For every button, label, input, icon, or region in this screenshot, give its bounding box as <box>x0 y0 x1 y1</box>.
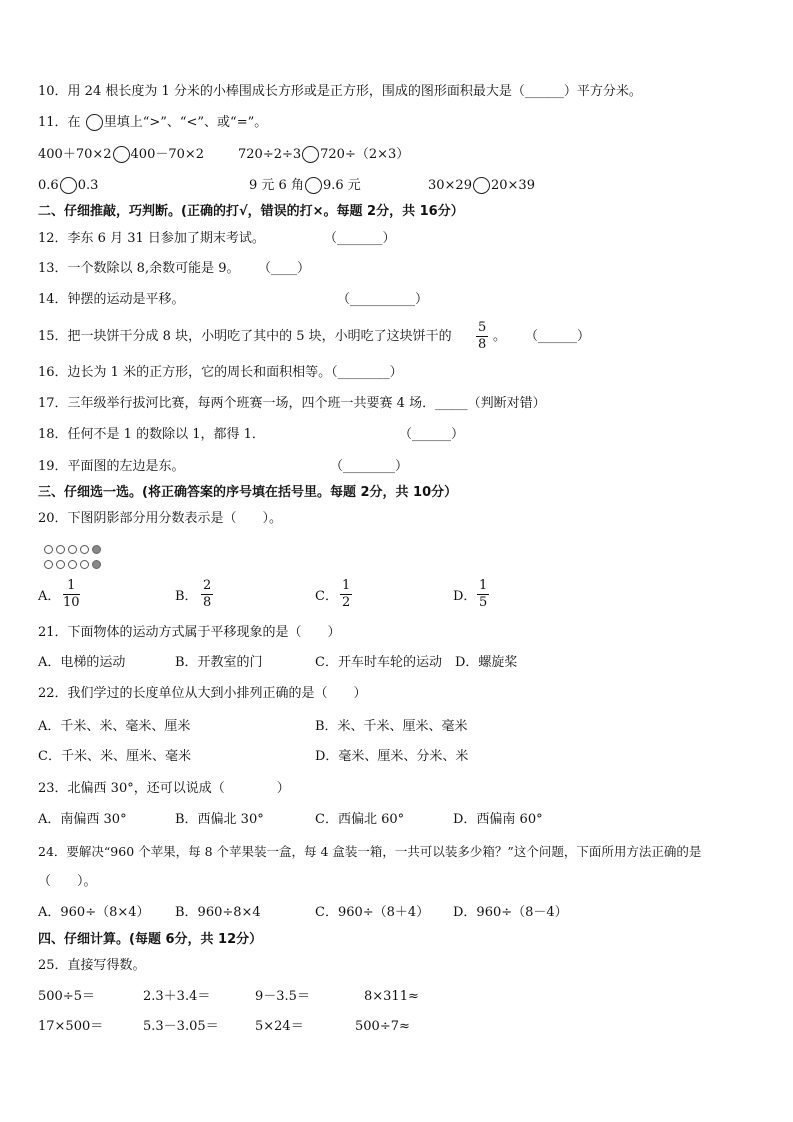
q22-option-d: D．毫米、厘米、分米、米 <box>315 749 469 764</box>
q11-item-3 <box>38 177 98 194</box>
q20-option-d-label: D． <box>453 589 477 604</box>
question-22: 22．我们学过的长度单位从大到小排列正确的是（ ） <box>38 686 367 701</box>
q21-option-a: A．电梯的运动 <box>38 655 126 670</box>
q22-option-b: B．米、千米、厘米、毫米 <box>315 719 468 734</box>
shaded-circle <box>92 560 101 569</box>
shaded-circle <box>92 545 101 554</box>
fraction-numerator: 1 <box>63 578 80 595</box>
q20-option-a-label: A． <box>38 589 61 604</box>
fraction-numerator: 2 <box>203 578 212 593</box>
question-14: 14．钟摆的运动是平移。 <box>38 292 185 307</box>
compare-circle <box>305 177 322 194</box>
q20-option-b-label: B． <box>175 589 198 604</box>
compare-circle <box>473 177 490 194</box>
fraction-denominator: 5 <box>479 595 488 610</box>
fraction-numerator: 1 <box>479 578 488 593</box>
compare-circle <box>60 177 77 194</box>
question-24-line-2: （ ）。 <box>38 874 97 889</box>
q23-option-c: C．西偏北 60° <box>315 812 405 827</box>
fraction-denominator: 2 <box>342 595 351 610</box>
q13-blank: （____） <box>258 261 311 276</box>
q24-option-c: C．960÷（8＋4） <box>315 905 430 920</box>
empty-circle <box>56 560 65 569</box>
fraction-denominator: 8 <box>478 337 487 352</box>
question-21: 21．下面物体的运动方式属于平移现象的是（ ） <box>38 625 341 640</box>
question-19: 19．平面图的左边是东。 <box>38 459 185 474</box>
question-16: 16．边长为 1 米的正方形，它的周长和面积相等。（________） <box>38 365 403 380</box>
q21-option-c: C．开车时车轮的运动 <box>315 655 442 670</box>
question-24-line-1: 24．要解决“960 个苹果，每 8 个苹果装一盒，每 4 盒装一箱，一共可以装多少箱？”这个问题，下面所用方法正确的是 <box>38 844 702 859</box>
q11-expr: 0.6 <box>38 178 59 193</box>
question-17: 17．三年级举行拔河比赛，每两个班赛一场，四个班一共要赛 4 场．_____（判断对错） <box>38 396 546 411</box>
q14-blank: （__________） <box>337 292 429 307</box>
question-18: 18．任何不是 1 的数除以 1，都得 1． <box>38 427 265 442</box>
q11-expr: 400＋70×2 <box>38 147 112 162</box>
empty-circle <box>56 545 65 554</box>
q23-option-b: B．西偏北 30° <box>175 812 264 827</box>
q20-option-a-fraction <box>63 578 80 611</box>
q24-option-d: D．960÷（8－4） <box>453 905 568 920</box>
circle-figure-row-2 <box>44 558 104 573</box>
q11-expr: 9.6 元 <box>322 178 361 193</box>
fraction-denominator: 10 <box>63 595 80 610</box>
q11-expr: 720÷（2×3） <box>320 147 410 162</box>
empty-circle <box>44 560 53 569</box>
q11-stem-a: 11．在 <box>38 115 81 130</box>
question-15: 15．把一块饼干分成 8 块，小明吃了其中的 5 块，小明吃了这块饼干的 <box>38 329 452 344</box>
q11-expr: 9 元 6 角 <box>249 178 304 193</box>
question-23: 23．北偏西 30°，还可以说成（ ） <box>38 781 290 796</box>
q21-option-b: B．开教室的门 <box>175 655 263 670</box>
calc-item: 5×24＝ <box>255 1019 304 1034</box>
fraction-numerator: 1 <box>342 578 351 593</box>
empty-circle <box>80 560 89 569</box>
section-4-heading: 四、仔细计算。(每题 6分，共 12分） <box>38 932 263 947</box>
q24-option-b: B．960÷8×4 <box>175 905 261 920</box>
section-2-heading: 二、仔细推敲，巧判断。(正确的打√，错误的打×。每题 2分，共 16分） <box>38 204 464 219</box>
question-25: 25．直接写得数。 <box>38 958 146 973</box>
q23-option-d: D．西偏南 60° <box>453 812 543 827</box>
empty-circle <box>68 545 77 554</box>
q12-blank: （_______） <box>324 231 396 246</box>
q20-option-c-fraction <box>340 578 352 611</box>
q11-item-1 <box>38 146 204 163</box>
compare-circle <box>113 146 130 163</box>
calc-item: 8×311≈ <box>364 989 419 1004</box>
calc-item: 9－3.5＝ <box>255 989 310 1004</box>
q18-blank: （______） <box>399 427 465 442</box>
question-13: 13．一个数除以 8,余数可能是 9。 <box>38 261 240 276</box>
q15-tail: 。 <box>493 329 507 344</box>
q11-stem-b: 里填上“>”、“<”、或“=”。 <box>103 115 268 130</box>
calc-item: 5.3－3.05＝ <box>143 1019 219 1034</box>
compare-circle <box>302 146 319 163</box>
calc-item: 500÷7≈ <box>355 1019 410 1034</box>
question-11-stem <box>38 114 267 131</box>
q11-item-5 <box>428 177 535 194</box>
calc-item: 500÷5＝ <box>38 989 95 1004</box>
fraction-numerator: 5 <box>478 320 487 335</box>
q11-item-2 <box>238 146 409 163</box>
question-12: 12．李东 6 月 31 日参加了期末考试。 <box>38 231 265 246</box>
q11-item-4 <box>249 177 361 194</box>
q15-fraction <box>476 320 488 353</box>
q11-expr: 720÷2÷3 <box>238 147 302 162</box>
circle-figure-row-1 <box>44 543 104 558</box>
question-10: 10．用 24 根长度为 1 分米的小棒围成长方形或是正方形，围成的图形面积最大是（______）平方分米。 <box>38 84 642 99</box>
fraction-denominator: 8 <box>203 595 212 610</box>
empty-circle <box>44 545 53 554</box>
empty-circle <box>68 560 77 569</box>
q21-option-d: D．螺旋桨 <box>455 655 518 670</box>
compare-circle <box>86 114 103 131</box>
q11-expr: 0.3 <box>77 178 99 193</box>
q22-option-c: C．千米、米、厘米、毫米 <box>38 749 191 764</box>
q19-blank: （________） <box>330 459 409 474</box>
question-20: 20．下图阴影部分用分数表示是（ ）。 <box>38 511 283 526</box>
q24-option-a: A．960÷（8×4） <box>38 905 150 920</box>
section-3-heading: 三、仔细选一选。(将正确答案的序号填在括号里。每题 2分，共 10分） <box>38 485 458 500</box>
q11-expr: 20×39 <box>490 178 535 193</box>
q20-option-c-label: C． <box>315 589 338 604</box>
empty-circle <box>80 545 89 554</box>
q15-blank: （______） <box>525 329 591 344</box>
q20-option-d-fraction <box>477 578 489 611</box>
q23-option-a: A．南偏西 30° <box>38 812 127 827</box>
q20-option-b-fraction <box>201 578 213 611</box>
q22-option-a: A．千米、米、毫米、厘米 <box>38 719 191 734</box>
calc-item: 2.3＋3.4＝ <box>143 989 211 1004</box>
q11-expr: 30×29 <box>428 178 472 193</box>
q11-expr: 400－70×2 <box>130 147 205 162</box>
calc-item: 17×500＝ <box>38 1019 104 1034</box>
